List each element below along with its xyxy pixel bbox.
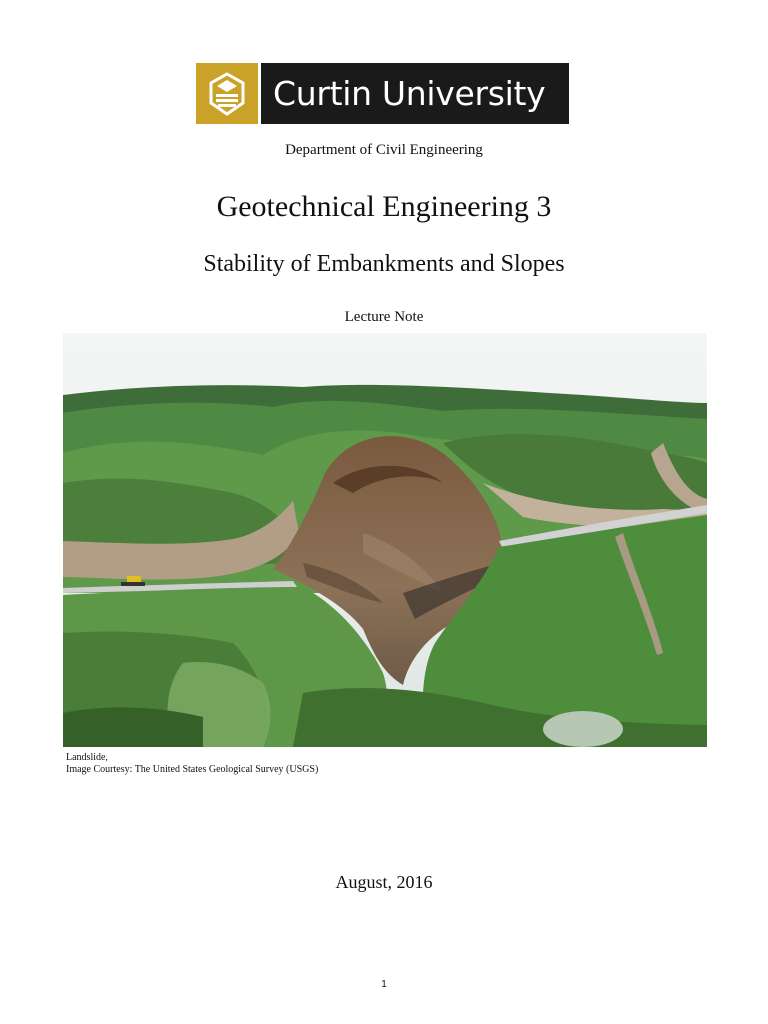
document-date: August, 2016: [335, 872, 433, 892]
logo-wordmark: Curtin University: [261, 63, 569, 124]
landslide-photo: [63, 333, 707, 747]
caption-line-1: Landslide,: [66, 752, 108, 763]
curtin-logo: [196, 63, 569, 124]
document-type: Lecture Note: [344, 309, 424, 325]
photo-caption: [66, 752, 318, 776]
page-number: 1: [381, 979, 387, 990]
caption-line-2: Image Courtesy: The United States Geological Survey (USGS): [66, 764, 319, 775]
crest-icon: [196, 63, 258, 124]
department-name: Department of Civil Engineering: [285, 142, 483, 158]
document-subtitle: Stability of Embankments and Slopes: [203, 251, 565, 277]
document-title: Geotechnical Engineering 3: [216, 190, 552, 223]
